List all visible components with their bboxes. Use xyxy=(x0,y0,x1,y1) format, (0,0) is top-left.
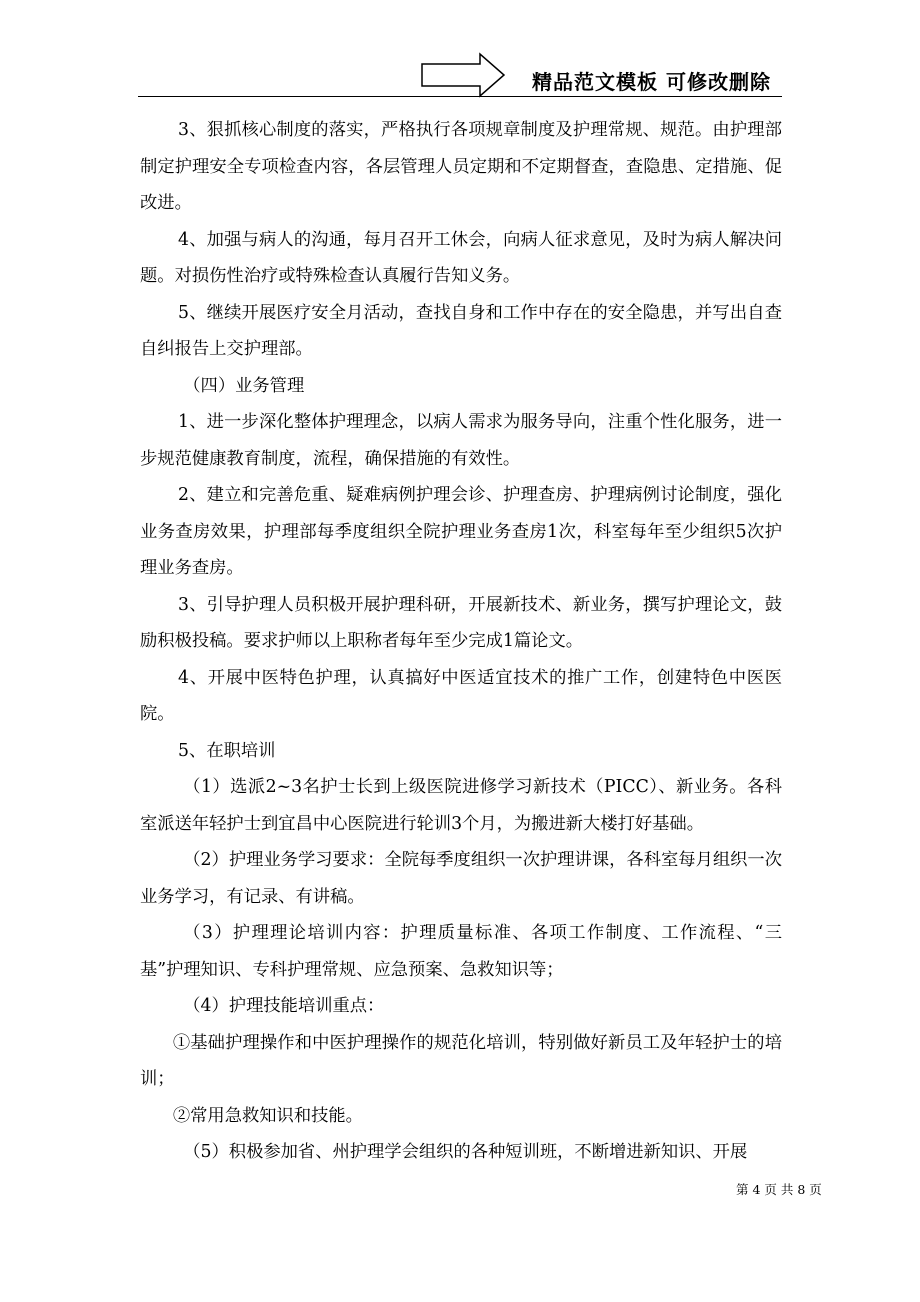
paragraph: 2、建立和完善危重、疑难病例护理会诊、护理查房、护理病例讨论制度，强化业务查房效果，护理部每季度组织全院护理业务查房1次，科室每年至少组织5次护理业务查房。 xyxy=(140,485,782,578)
document-body xyxy=(140,112,782,1171)
paragraph: 3、引导护理人员积极开展护理科研，开展新技术、新业务，撰写护理论文，鼓励积极投稿。要求护师以上职称者每年至少完成1篇论文。 xyxy=(140,594,782,651)
paragraph: ①基础护理操作和中医护理操作的规范化培训，特别做好新员工及年轻护士的培训； xyxy=(140,1032,782,1089)
paragraph: 1、进一步深化整体护理理念，以病人需求为服务导向，注重个性化服务，进一步规范健康教育制度，流程，确保措施的有效性。 xyxy=(140,412,782,469)
paragraph: 4、开展中医特色护理，认真搞好中医适宜技术的推广工作，创建特色中医医院。 xyxy=(140,667,782,724)
subsection-heading: 5、在职培训 xyxy=(178,740,276,761)
page-header-title: 精品范文模板 可修改删除 xyxy=(532,70,771,94)
page-number: 第 4 页 共 8 页 xyxy=(736,1182,822,1197)
paragraph: （2）护理业务学习要求：全院每季度组织一次护理讲课，各科室每月组织一次业务学习，有记录、有讲稿。 xyxy=(140,850,782,907)
paragraph: （3）护理理论培训内容：护理质量标准、各项工作制度、工作流程、“三基”护理知识、专科护理常规、应急预案、急救知识等； xyxy=(140,923,782,980)
paragraph: （5）积极参加省、州护理学会组织的各种短训班，不断增进新知识、开展 xyxy=(183,1142,748,1162)
header-divider xyxy=(138,96,782,97)
paragraph: （4）护理技能培训重点： xyxy=(183,996,385,1016)
paragraph: 5、继续开展医疗安全月活动，查找自身和工作中存在的安全隐患，并写出自查自纠报告上交护理部。 xyxy=(140,302,782,359)
paragraph: ②常用急救知识和技能。 xyxy=(172,1105,363,1126)
section-heading: （四）业务管理 xyxy=(183,375,305,396)
paragraph: 4、加强与病人的沟通，每月召开工休会，向病人征求意见，及时为病人解决问题。对损伤性治疗或特殊检查认真履行告知义务。 xyxy=(140,229,782,286)
paragraph: （1）选派2~3名护士长到上级医院进修学习新技术（PICC）、新业务。各科室派送年轻护士到宜昌中心医院进行轮训3个月，为搬进新大楼打好基础。 xyxy=(140,777,782,834)
right-arrow-icon xyxy=(420,52,506,98)
paragraph: 3、狠抓核心制度的落实，严格执行各项规章制度及护理常规、规范。由护理部制定护理安全专项检查内容，各层管理人员定期和不定期督查，查隐患、定措施、促改进。 xyxy=(140,120,782,213)
